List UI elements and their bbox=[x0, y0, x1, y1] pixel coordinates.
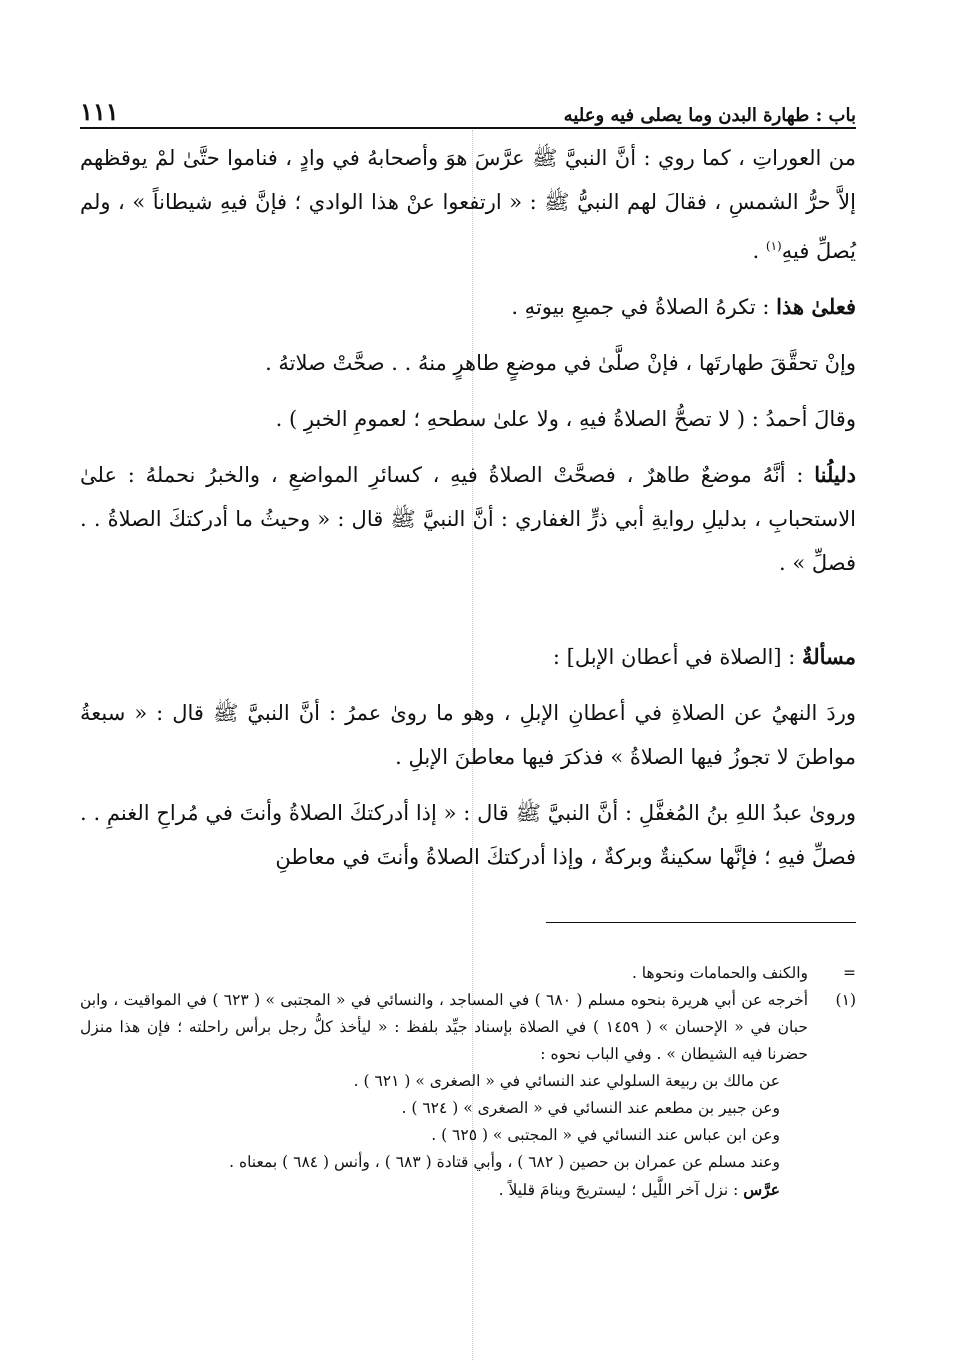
gloss-text: : نزل آخر اللَّيل ؛ ليستريحَ وينامَ قليلاً . bbox=[498, 1181, 744, 1199]
paragraph-1-text: من العوراتِ ، كما روي : أنَّ النبيَّ ﷺ عرَّسَ هوَ وأصحابهُ في وادٍ ، فناموا حتَّىٰ لمْ يوقظهم إلاَّ حرُّ الشمسِ ، فقالَ لهم النبيُّ ﷺ : « ارتفعوا عنْ هذا الوادي ؛ فإنَّ فيهِ شيطاناً » ، ولم يُصلِّ فيهِ bbox=[80, 146, 856, 263]
paragraph-5-text: : أنَّهُ موضعٌ طاهرٌ ، فصحَّتْ الصلاةُ فيهِ ، كسائرِ المواضعِ ، والخبرُ نحملهُ : علىٰ الاستحبابِ ، بدليلِ روايةِ أبي ذرٍّ الغفاري : أنَّ النبيَّ ﷺ قال : « وحيثُ ما أدركتكَ الصلاةُ . . فصلِّ » . bbox=[80, 463, 856, 575]
footnote-ref-1: (١) bbox=[765, 239, 782, 253]
paragraph-2-lead: فعلىٰ هذا bbox=[776, 294, 856, 319]
section-heading-text: : [الصلاة في أعطان الإبل] : bbox=[552, 645, 802, 669]
paragraph-7: وردَ النهيُ عن الصلاةِ في أعطانِ الإبلِ ، وهو ما روىٰ عمرُ : أنَّ النبيَّ ﷺ قال : « سبعةُ مواطنَ لا تجوزُ فيها الصلاةُ » فذكرَ فيها معاطنَ الإبلِ . bbox=[80, 701, 856, 769]
paragraph-1-end: . bbox=[752, 239, 766, 263]
paragraph-2-text: : تكرهُ الصلاةُ في جميعِ بيوتهِ . bbox=[511, 295, 777, 319]
section-heading-lead: مسألةٌ bbox=[801, 644, 856, 669]
paragraph-1 bbox=[80, 136, 856, 273]
gloss-term: عرَّس bbox=[743, 1180, 780, 1199]
paragraph-4: وقالَ أحمدُ : ( لا تصحُّ الصلاةُ فيهِ ، ولا علىٰ سطحهِ ؛ لعمومِ الخبرِ ) . bbox=[275, 407, 856, 431]
footnotes bbox=[80, 960, 856, 1204]
continuation-mark: = bbox=[843, 964, 856, 982]
paragraph-5 bbox=[80, 453, 856, 585]
header-rule bbox=[80, 127, 856, 129]
footnote-1 bbox=[80, 987, 856, 1068]
footnote-1-text: أخرجه عن أبي هريرة بنحوه مسلم ( ٦٨٠ ) في المساجد ، والنسائي في « المجتبى » ( ٦٢٣ ) في المواقيت ، وابن حبان في « الإحسان » ( ١٤٥٩ ) في الصلاة بإسناد جيِّد بلفظ : « ليأخذ كلُّ رجل برأس راحلته ؛ فإن هذا منزل حضرنا فيه الشيطان » . وفي الباب نحوه : bbox=[80, 991, 809, 1063]
footnote-1-mark: (١) bbox=[835, 991, 856, 1009]
page-header bbox=[80, 86, 856, 126]
continuation-text: والكنف والحمامات ونحوها . bbox=[631, 964, 808, 982]
footnote-line-b: وعن جبير بن مطعم عند النسائي في « الصغرى » ( ٦٢٤ ) . bbox=[401, 1099, 780, 1117]
footnote-line-d: وعند مسلم عن عمران بن حصين ( ٦٨٢ ) ، وأبي قتادة ( ٦٨٣ ) ، وأنس ( ٦٨٤ ) بمعناه . bbox=[229, 1153, 780, 1171]
paragraph-2 bbox=[80, 285, 856, 329]
main-text bbox=[80, 136, 856, 879]
paragraph-8: وروىٰ عبدُ اللهِ بنُ المُغفَّلِ : أنَّ النبيَّ ﷺ قال : « إذا أدركتكَ الصلاةُ وأنتَ في مُراحِ الغنمِ . . فصلِّ فيهِ ؛ فإنَّها سكينةٌ وبركةٌ ، وإذا أدركتكَ الصلاةُ وأنتَ في معاطنِ bbox=[80, 801, 856, 869]
paragraph-5-lead: دليلُنا bbox=[814, 462, 856, 487]
section-heading bbox=[80, 635, 856, 679]
page-number: ١١١ bbox=[80, 97, 119, 126]
running-head: باب : طهارة البدن وما يصلى فيه وعليه bbox=[563, 105, 856, 126]
footnote-gloss bbox=[80, 1176, 856, 1204]
footnote-continuation bbox=[80, 960, 856, 987]
footnote-line-c: وعن ابن عباس عند النسائي في « المجتبى » ( ٦٢٥ ) . bbox=[431, 1126, 780, 1144]
paragraph-3: وإنْ تحقَّقَ طهارتَها ، فإنْ صلَّىٰ في موضعٍ طاهرٍ منهُ . . صحَّتْ صلاتهُ . bbox=[265, 351, 856, 375]
footnote-rule bbox=[546, 922, 856, 923]
footnote-line-a: عن مالك بن ربيعة السلولي عند النسائي في « الصغرى » ( ٦٢١ ) . bbox=[353, 1072, 780, 1090]
